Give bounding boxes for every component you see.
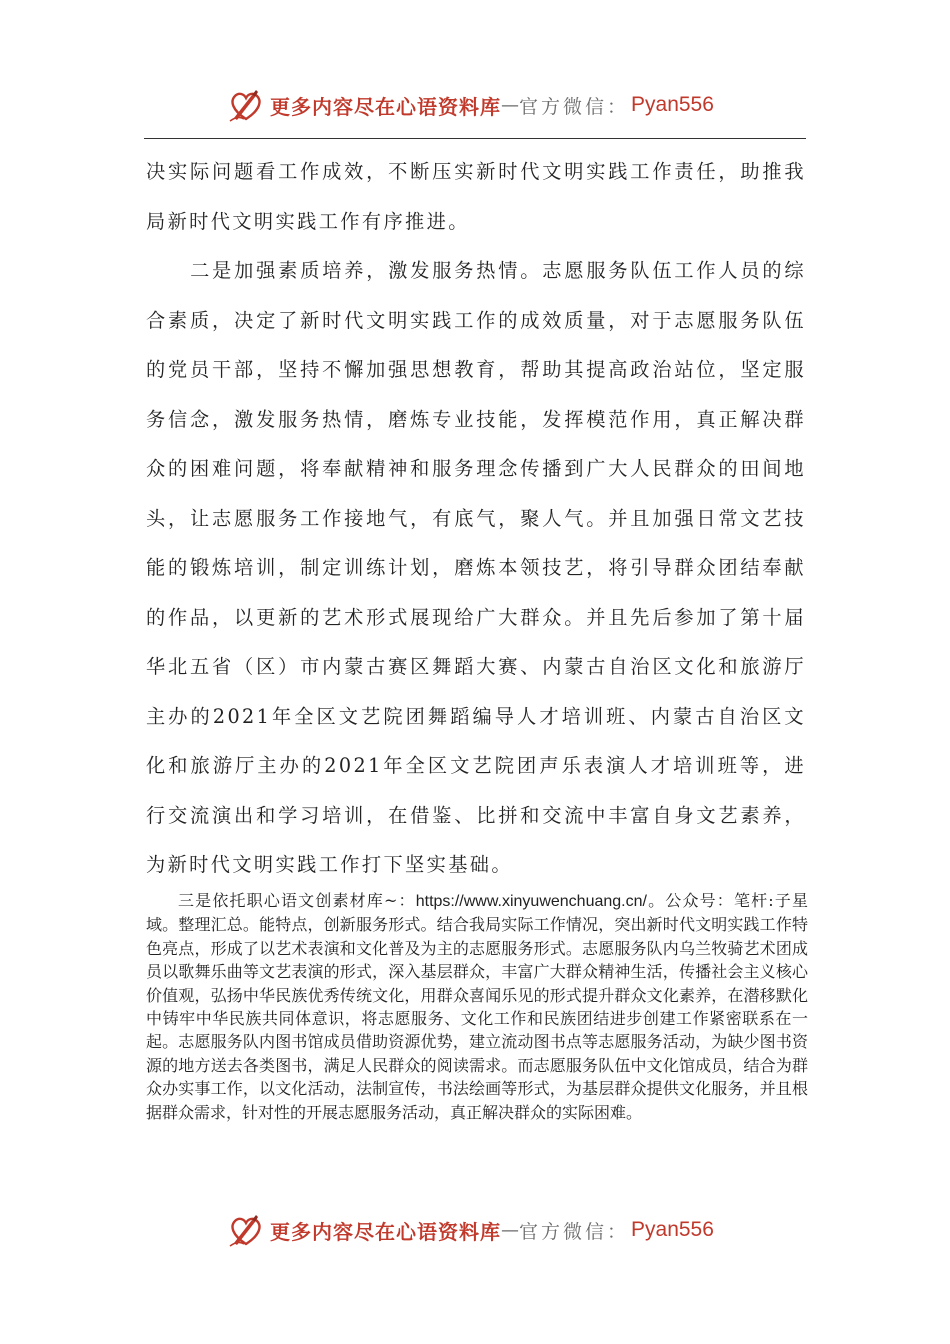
banner-dash: — [501,94,519,116]
source-url-link[interactable]: https://www.xinyuwenchuang.cn/ [415,893,647,910]
banner-dash: — [501,1219,519,1241]
paragraph-three [146,889,808,1124]
paragraph-three-body: 。公众号：笔杆:子星域。整理汇总。能特点，创新服务形式。结合我局实际工作情况，突出新时代文明实践工作特色亮点，形成了以艺术表演和文化普及为主的志愿服务形式。志愿服务队内乌兰牧骑艺术团成员以歌舞乐曲等文艺表演的形式，深入基层群众，丰富广大群众精神生活，传播社会主义核心价值观，弘扬中华民族优秀传统文化，用群众喜闻乐见的形式提升群众文化素养，在潜移默化中铸牢中华民族共同体意识，将志愿服务、文化工作和民族团结进步创建工作紧密联系在一起。志愿服务队内图书馆成员借助资源优势，建立流动图书点等志愿服务活动，为缺少图书资源的地方送去各类图书，满足人民群众的阅读需求。而志愿服务队伍中文化馆成员，结合为群众办实事工作，以文化活动，法制宣传，书法绘画等形式，为基层群众提供文化服务，并且根据群众需求，针对性的开展志愿服务活动，真正解决群众的实际困难。 [146,891,808,1122]
banner-wechat-label: 官方微信： [519,95,630,118]
header-divider [144,138,806,139]
banner-wechat-id: Pyan556 [631,1218,714,1241]
header-banner [226,83,726,127]
banner-brand-text: 更多内容尽在心语资料库 [270,94,501,119]
footer-banner [226,1208,726,1252]
document-body [146,147,806,890]
pen-heart-logo-icon [226,85,266,125]
pen-heart-logo-icon [226,1210,266,1250]
banner-wechat-id: Pyan556 [631,93,714,116]
banner-brand-text: 更多内容尽在心语资料库 [270,1219,501,1244]
paragraph-continuation: 决实际问题看工作成效，不断压实新时代文明实践工作责任，助推我局新时代文明实践工作有序推进。 [146,160,806,233]
paragraph-two: 二是加强素质培养，激发服务热情。志愿服务队伍工作人员的综合素质，决定了新时代文明实践工作的成效质量，对于志愿服务队伍的党员干部，坚持不懈加强思想教育，帮助其提高政治站位，坚定服务信念，激发服务热情，磨炼专业技能，发挥模范作用，真正解决群众的困难问题，将奉献精神和服务理念传播到广大人民群众的田间地头，让志愿服务工作接地气，有底气，聚人气。并且加强日常文艺技能的锻炼培训，制定训练计划，磨炼本领技艺，将引导群众团结奉献的作品，以更新的艺术形式展现给广大群众。并且先后参加了第十届华北五省（区）市内蒙古赛区舞蹈大赛、内蒙古自治区文化和旅游厅主办的2021年全区文艺院团舞蹈编导人才培训班、内蒙古自治区文化和旅游厅主办的2021年全区文艺院团声乐表演人才培训班等，进行交流演出和学习培训，在借鉴、比拼和交流中丰富自身文艺素养，为新时代文明实践工作打下坚实基础。 [146,259,806,876]
banner-wechat-label: 官方微信： [519,1220,630,1243]
paragraph-three-lead: 三是依托职心语文创素材库~： [178,891,416,910]
